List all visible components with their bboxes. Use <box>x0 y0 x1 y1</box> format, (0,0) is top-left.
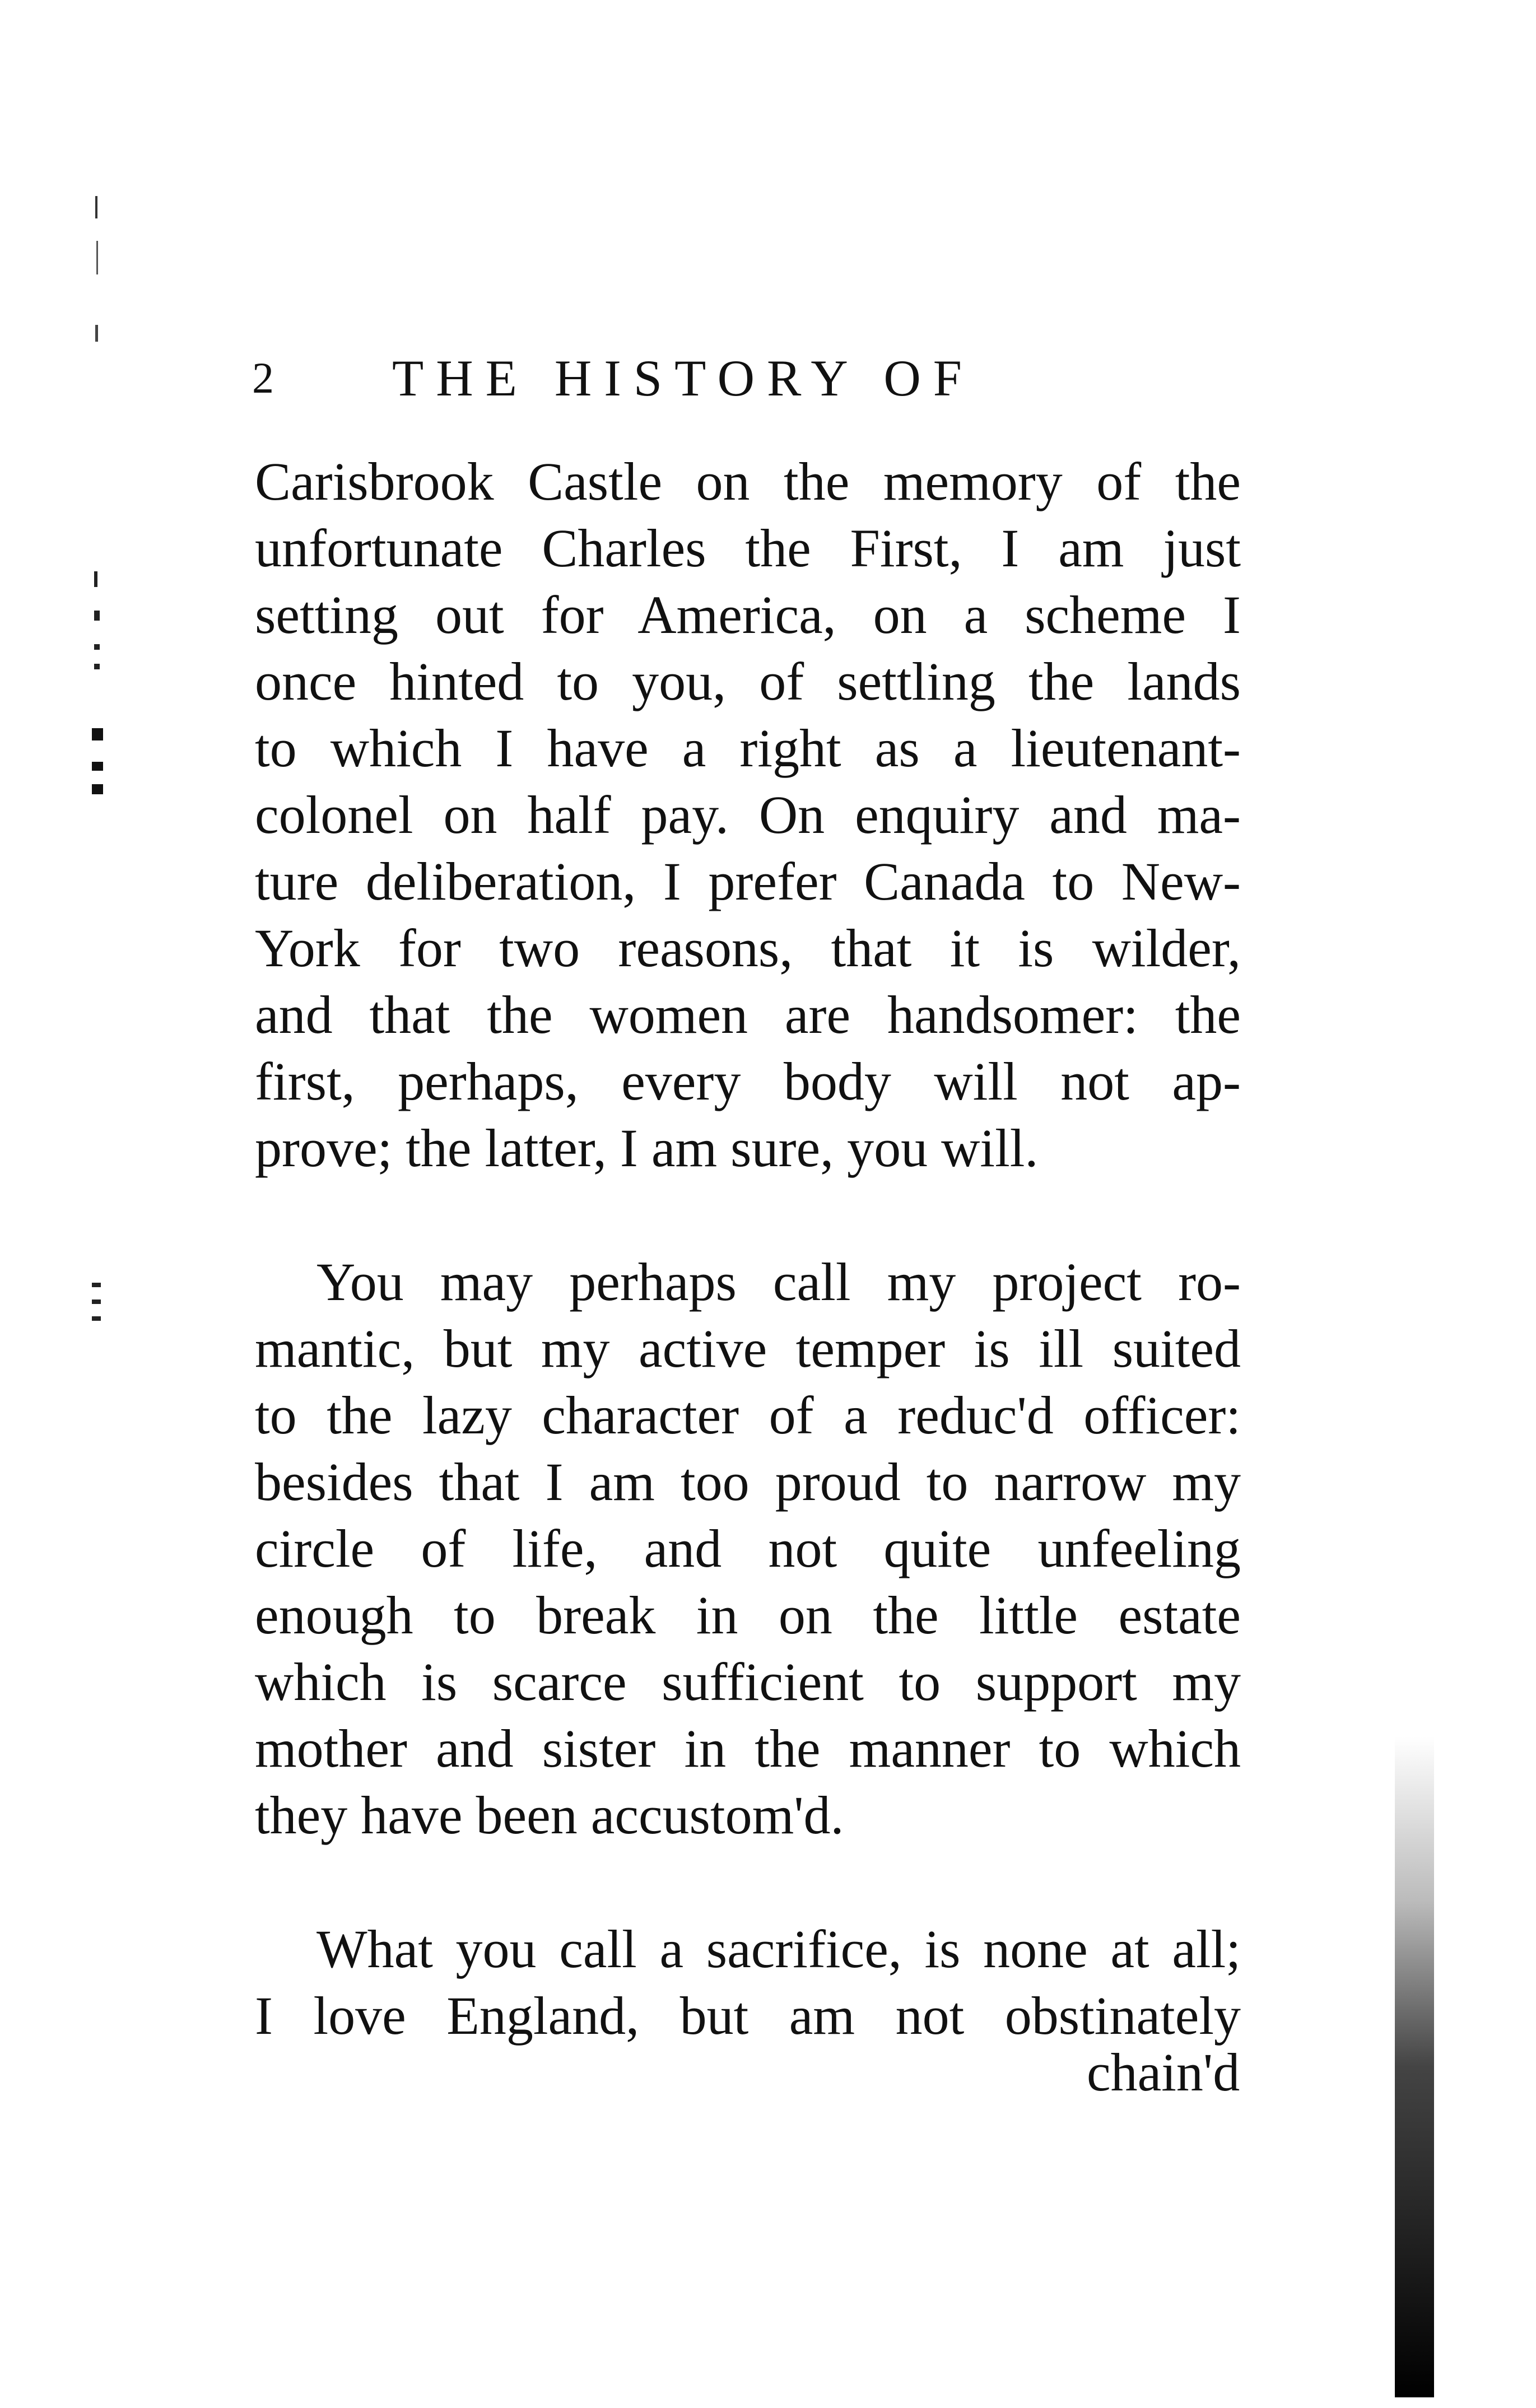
text-line: besides that I am too proud to narrow my <box>255 1452 1241 1512</box>
paragraph-gap <box>255 1181 1241 1249</box>
text-line: You may perhaps call my project ro- <box>316 1252 1241 1312</box>
text-line: unfortunate Charles the First, I am just <box>255 518 1241 578</box>
text-line: prove; the latter, I am sure, you will. <box>255 1118 1039 1178</box>
running-head <box>252 347 1126 409</box>
paragraph-2 <box>255 1249 1241 1848</box>
page-number: 2 <box>252 353 274 402</box>
text-line: circle of life, and not quite unfeeling <box>255 1519 1241 1578</box>
paragraph-3 <box>255 1916 1241 2049</box>
body-text <box>255 448 1241 2049</box>
page-edge-shadow <box>1378 1736 1445 2397</box>
text-line: colonel on half pay. On enquiry and ma- <box>255 785 1241 845</box>
text-line: and that the women are handsomer: the <box>255 985 1241 1045</box>
text-line: to the lazy character of a reduc'd officer: <box>255 1385 1241 1445</box>
text-line: ture deliberation, I prefer Canada to New- <box>255 851 1241 911</box>
text-line: to which I have a right as a lieutenant- <box>255 718 1241 778</box>
gutter-marks <box>84 140 118 1372</box>
text-line: What you call a sacrifice, is none at all; <box>316 1919 1241 1979</box>
catchword: chain'd <box>1087 2042 1240 2102</box>
text-line: I love England, but am not obstinately <box>255 1986 1241 2046</box>
paragraph-gap <box>255 1848 1241 1916</box>
text-line: setting out for America, on a scheme I <box>255 585 1241 645</box>
text-line: York for two reasons, that it is wilder, <box>255 918 1241 978</box>
text-line: which is scarce sufficient to support my <box>255 1652 1241 1712</box>
text-line: mantic, but my active temper is ill suited <box>255 1319 1241 1378</box>
text-line: mother and sister in the manner to which <box>255 1718 1241 1778</box>
paragraph-1 <box>255 448 1241 1181</box>
text-line: first, perhaps, every body will not ap- <box>255 1051 1241 1111</box>
text-line: once hinted to you, of settling the lands <box>255 651 1241 711</box>
text-line: Carisbrook Castle on the memory of the <box>255 451 1241 511</box>
running-head-title: THE HISTORY OF <box>392 350 974 407</box>
text-line: enough to break in on the little estate <box>255 1585 1241 1645</box>
text-line: they have been accustom'd. <box>255 1785 844 1845</box>
